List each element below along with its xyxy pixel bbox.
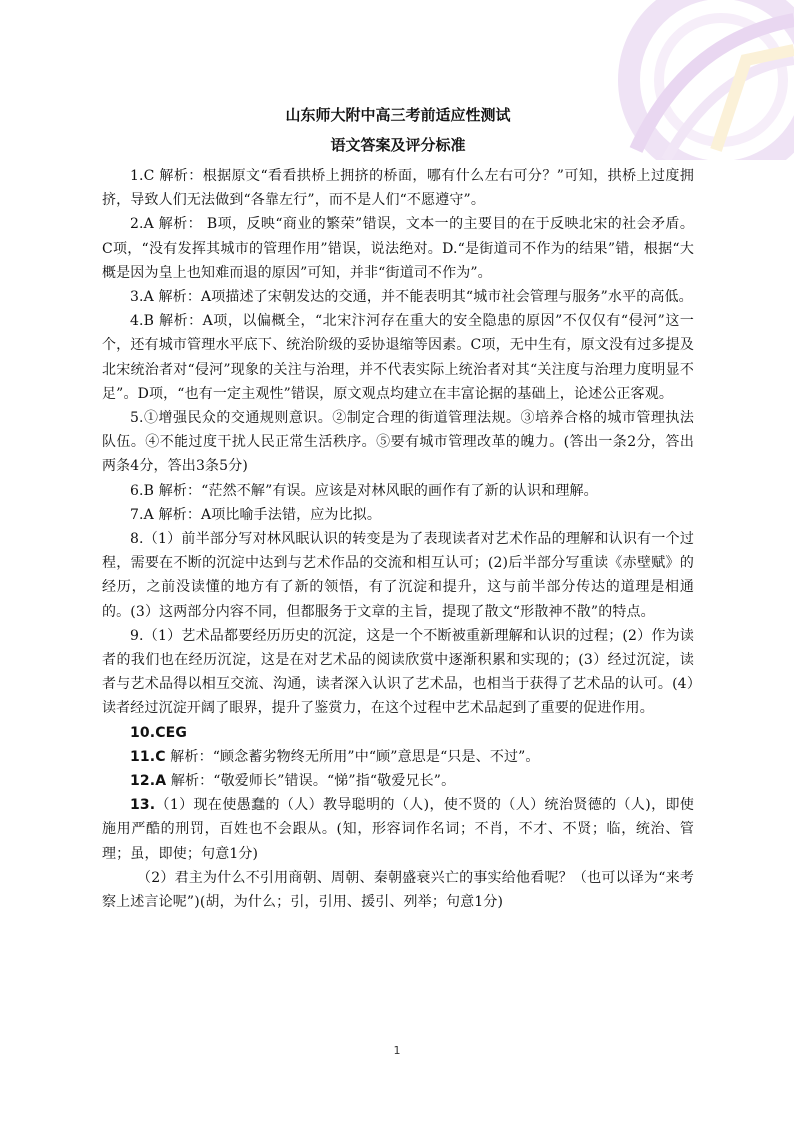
answer-5 bbox=[102, 406, 694, 479]
answer-7 bbox=[102, 503, 694, 527]
answer-13-part-2: （2）君主为什么不引用商朝、周朝、秦朝盛衰兴亡的事实给他看呢？（也可以译为“来考察上述言论呢”)(胡，为什么；引，引用、援引、列举；句意1分) bbox=[102, 869, 694, 911]
answer-number: 11.C bbox=[130, 748, 166, 765]
answer-text: 解析：A项比喻手法错，应为比拟。 bbox=[153, 506, 382, 523]
answer-text: （1）艺术品都要经历历史的沉淀，这是一个不断被重新理解和认识的过程；(2）作为读者的我们也在经历沉淀，这是在对艺术品的阅读欣赏中逐渐积累和实现的；(3）经过沉淀，读者与艺术品得以相互交流、沟通，读者深入认识了艺术品，也相当于获得了艺术品的认可。(4）读者经过沉淀开阔了眼界，提升了鉴赏力，在这个过程中艺术品起到了重要的促进作用。 bbox=[102, 627, 694, 717]
document-subtitle: 语文答案及评分标准 bbox=[330, 136, 466, 154]
answer-2 bbox=[102, 212, 694, 285]
answer-number: 9. bbox=[130, 627, 144, 644]
answer-11 bbox=[102, 745, 694, 769]
answer-text: 解析： B项，反映“商业的繁荣”错误，文本一的主要目的在于反映北宋的社会矛盾。C项，“没有发挥其城市的管理作用”错误，说法绝对。D.“是街道司不作为的结果”错，根据“大概是因为皇上也知难而退的原因”可知，并非“街道司不作为”。 bbox=[102, 216, 694, 281]
answer-number: 1.C bbox=[130, 168, 155, 184]
answer-number: 2.A bbox=[130, 216, 154, 233]
answer-number: 5. bbox=[130, 410, 144, 427]
answer-number: 13. bbox=[130, 797, 156, 814]
answer-8 bbox=[102, 527, 694, 624]
answer-number: 3.A bbox=[130, 289, 154, 306]
answer-number: 10.CEG bbox=[130, 724, 188, 741]
answer-text: （1）现在使愚蠢的（人）教导聪明的（人)，使不贤的（人）统治贤德的（人)，即使施用严酷的刑罚，百姓也不会跟从。(知，形容词作名词；不肖，不才、不贤；临，统治、管理；虽，即使；句意1分) bbox=[102, 797, 694, 862]
answer-4 bbox=[102, 309, 694, 406]
answer-document bbox=[102, 104, 694, 914]
answer-number: 12.A bbox=[130, 773, 167, 790]
answer-text: 解析：A项描述了宋朝发达的交通，并不能表明其“城市社会管理与服务”水平的高低。 bbox=[153, 289, 693, 306]
answer-text: 解析：“敬爱师长”错误。“悌”指“敬爱兄长”。 bbox=[166, 773, 456, 790]
answer-number: 7.A bbox=[130, 506, 154, 523]
answer-text: （1）前半部分写对林风眠认识的转变是为了表现读者对艺术作品的理解和认识有一个过程，需要在不断的沉淀中达到与艺术作品的交流和相互认可；(2)后半部分写重读《赤壁赋》的经历，之前没读懂的地方有了新的领悟，有了沉淀和提升，这与前半部分传达的道理是相通的。(3）这两部分内容不同，但都服务于文章的主旨，提现了散文“形散神不散”的特点。 bbox=[102, 531, 694, 620]
answer-12 bbox=[102, 769, 694, 793]
answer-10 bbox=[102, 721, 694, 745]
answer-text: 解析：“顾念蓄劣物终无所用”中“顾”意思是“只是、不过”。 bbox=[165, 748, 540, 765]
answer-number: 4.B bbox=[130, 313, 155, 330]
answer-6 bbox=[102, 479, 694, 503]
answer-number: 8. bbox=[130, 531, 144, 548]
answer-number: 6.B bbox=[130, 482, 155, 499]
answer-9 bbox=[102, 624, 694, 721]
answer-text: 解析：“茫然不解”有误。应该是对林风眠的画作有了新的认识和理解。 bbox=[154, 482, 598, 499]
answer-text: ①增强民众的交通规则意识。②制定合理的街道管理法规。③培养合格的城市管理执法队伍。④不能过度干扰人民正常生活秩序。⑤要有城市管理改革的魄力。(答出一条2分，答出两条4分，答出3条5分) bbox=[102, 410, 694, 475]
answer-3 bbox=[102, 285, 694, 309]
page-number: 1 bbox=[393, 1044, 401, 1057]
answer-text: 解析：A项，以偏概全，“北宋汴河存在重大的安全隐患的原因”不仅仅有“侵河”这一个，还有城市管理水平底下、统治阶级的妥协退缩等因素。C项，无中生有，原文没有过多提及北宋统治者对“侵河”现象的关注与治理，并不代表实际上统治者对其“关注度与治理力度明显不足”。D项，“也有一定主观性”错误，原文观点均建立在丰富论据的基础上，论述公正客观。 bbox=[102, 313, 694, 402]
answer-1 bbox=[102, 164, 694, 212]
document-title: 山东师大附中高三考前适应性测试 bbox=[285, 106, 511, 124]
answer-13 bbox=[102, 793, 694, 866]
answer-text: 解析：根据原文“看看拱桥上拥挤的桥面，哪有什么左右可分？”可知，拱桥上过度拥挤，导致人们无法做到“各靠左行”，而不是人们“不愿遵守”。 bbox=[102, 168, 694, 209]
